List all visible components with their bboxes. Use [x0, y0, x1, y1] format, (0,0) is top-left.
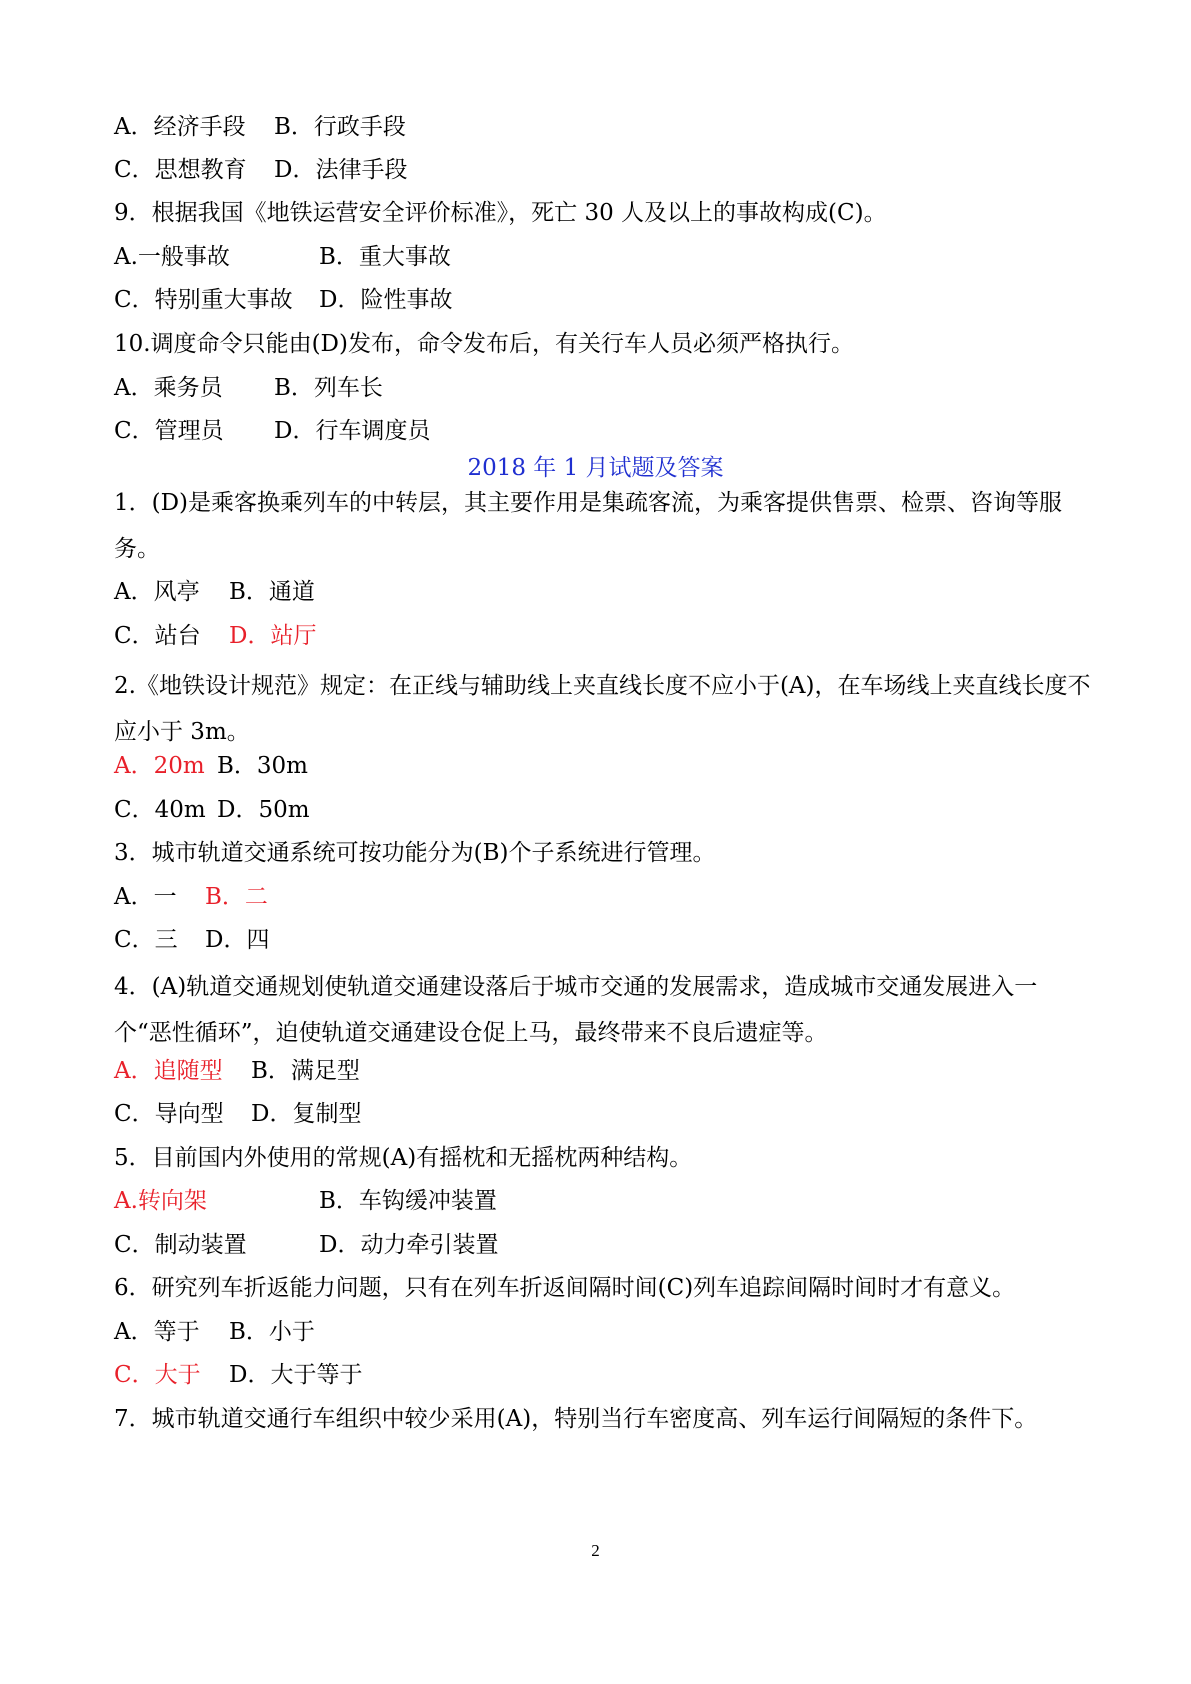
option-c: C．40m	[114, 797, 206, 823]
option-row	[114, 1317, 315, 1347]
option-c: C．特别重大事故	[114, 287, 293, 313]
option-b: B．列车长	[274, 375, 383, 401]
option-row	[114, 373, 383, 403]
question-9: 9．根据我国《地铁运营安全评价标准》，死亡 30 人及以上的事故构成(C)。	[114, 200, 887, 226]
option-a: A．乘务员	[114, 375, 223, 401]
option-d: D．动力牵引装置	[319, 1232, 499, 1258]
option-row	[114, 621, 317, 651]
option-c: C．制动装置	[114, 1232, 247, 1258]
option-b: B．30m	[217, 753, 308, 779]
option-c: C．思想教育	[114, 157, 247, 183]
option-a: A.一般事故	[114, 244, 230, 270]
option-d: D．复制型	[251, 1101, 362, 1127]
option-c: C．三	[114, 927, 178, 953]
option-d: D．四	[205, 927, 270, 953]
option-row	[114, 155, 408, 185]
option-b: B．车钩缓冲装置	[319, 1188, 497, 1214]
option-row	[114, 577, 315, 607]
option-row	[114, 1056, 360, 1086]
option-b: B．重大事故	[319, 244, 451, 270]
option-b: B．行政手段	[274, 114, 406, 140]
option-d: D．行车调度员	[274, 418, 431, 444]
option-a: A．风亭	[114, 579, 200, 605]
option-row	[114, 751, 308, 781]
question-6: 6．研究列车折返能力问题，只有在列车折返间隔时间(C)列车追踪间隔时间时才有意义。	[114, 1275, 1016, 1301]
option-d: D．大于等于	[229, 1362, 363, 1388]
option-c: C．站台	[114, 623, 201, 649]
option-row	[114, 285, 453, 315]
option-row	[114, 416, 431, 446]
option-c: C．管理员	[114, 418, 224, 444]
option-row	[114, 1230, 499, 1260]
option-row	[114, 795, 310, 825]
question-10: 10.调度命令只能由(D)发布，命令发布后，有关行车人员必须严格执行。	[114, 331, 854, 357]
question-3: 3．城市轨道交通系统可按功能分为(B)个子系统进行管理。	[114, 840, 716, 866]
option-b: B．满足型	[251, 1058, 360, 1084]
option-a: A．经济手段	[114, 114, 246, 140]
option-d: D．法律手段	[274, 157, 408, 183]
question-4: 4．(A)轨道交通规划使轨道交通建设落后于城市交通的发展需求，造成城市交通发展进入一个“恶性循环”，迫使轨道交通建设仓促上马，最终带来不良后遗症等。	[114, 974, 1038, 1046]
option-row	[114, 1099, 362, 1129]
answer-option-d: D．站厅	[229, 623, 317, 649]
question-1: 1．(D)是乘客换乘列车的中转层，其主要作用是集疏客流，为乘客提供售票、检票、咨询等服务。	[114, 490, 1063, 562]
option-row	[114, 112, 406, 142]
answer-option-b: B．二	[205, 884, 268, 910]
page-number: 2	[591, 1541, 600, 1560]
answer-option-a: A．20m	[114, 753, 205, 779]
question-7: 7．城市轨道交通行车组织中较少采用(A)，特别当行车密度高、列车运行间隔短的条件下。	[114, 1406, 1038, 1432]
option-d: D．50m	[217, 797, 310, 823]
option-row	[114, 882, 268, 912]
option-c: C．导向型	[114, 1101, 224, 1127]
answer-option-c: C．大于	[114, 1362, 201, 1388]
option-b: B．小于	[229, 1319, 315, 1345]
option-row	[114, 1186, 497, 1216]
option-row	[114, 1360, 363, 1390]
option-d: D．险性事故	[319, 287, 453, 313]
option-a: A．一	[114, 884, 177, 910]
option-a: A．等于	[114, 1319, 200, 1345]
section-title: 2018 年 1 月试题及答案	[467, 455, 724, 481]
option-row	[114, 925, 270, 955]
question-5: 5．目前国内外使用的常规(A)有摇枕和无摇枕两种结构。	[114, 1145, 693, 1171]
option-row	[114, 242, 451, 272]
question-2: 2.《地铁设计规范》规定：在正线与辅助线上夹直线长度不应小于(A)，在车场线上夹直线长度不应小于 3m。	[114, 673, 1091, 745]
option-b: B．通道	[229, 579, 315, 605]
answer-option-a: A.转向架	[114, 1188, 207, 1214]
answer-option-a: A．追随型	[114, 1058, 223, 1084]
